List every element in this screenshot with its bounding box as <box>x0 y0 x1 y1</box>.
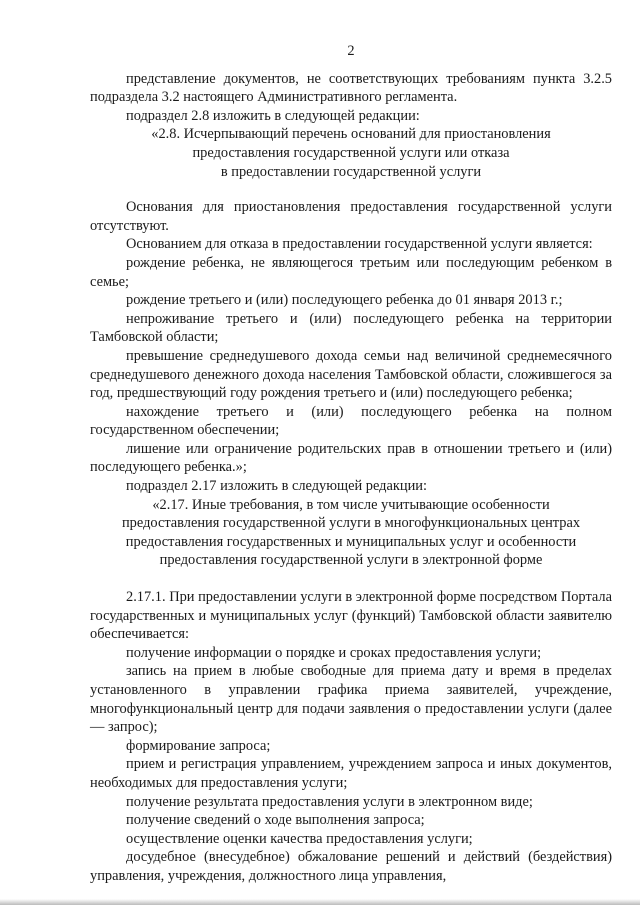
list-item: рождение третьего и (или) последующего ребенка до 01 января 2013 г.; <box>126 292 563 309</box>
heading-line: предоставления государственной услуги в многофункциональных центрах <box>121 515 581 532</box>
paragraph: Основанием для отказа в предоставлении государственной услуги является: <box>126 236 593 253</box>
list-item: непроживание третьего и (или) последующего ребенка на территории Тамбовской области; <box>90 310 612 346</box>
list-item: запись на прием в любые свободные для приема дату и время в пределах установленного в управлении графика приема заявителей, учреждение, многофункциональный центр для подачи заявления о предоставлении услуги (далее — запрос); <box>90 663 612 736</box>
list-item: рождение ребенка, не являющегося третьим или последующим ребенком в семье; <box>90 254 612 290</box>
list-item: лишение или ограничение родительских прав в отношении третьего и (или) последующего ребенка.»; <box>90 440 612 476</box>
paragraph: 2.17.1. При предоставлении услуги в электронной форме посредством Портала государственных и муниципальных услуг (функций) Тамбовской области заявителю обеспечивается: <box>90 589 612 643</box>
paragraph: Основания для приостановления предоставления государственной услуги отсутствуют. <box>90 199 612 234</box>
paragraph: подраздел 2.8 изложить в следующей редакции: <box>126 107 420 124</box>
page-number: 2 <box>347 43 355 59</box>
list-item: превышение среднедушевого дохода семьи над величиной среднемесячного среднедушевого денежного дохода населения Тамбовской области, сложившегося за год, предшествующий году рождения третьего и (или) последующего ребенка; <box>90 347 612 402</box>
paragraph: представление документов, не соответствующих требованиям пункта 3.2.5 подраздела 3.2 настоящего Административного регламента. <box>90 70 612 106</box>
list-item: осуществление оценки качества предоставления услуги; <box>126 830 473 847</box>
list-item: прием и регистрация управлением, учреждением запроса и иных документов, необходимых для предоставления услуги; <box>90 756 612 791</box>
heading-line: предоставления государственной услуги в электронной форме <box>159 552 543 569</box>
section-heading-2-17 <box>90 496 612 570</box>
list-item: получение сведений о ходе выполнения запроса; <box>126 812 425 829</box>
section-heading-2-8 <box>90 125 612 181</box>
heading-line: «2.17. Иные требования, в том числе учитывающие особенности <box>152 496 550 513</box>
list-item: досудебное (внесудебное) обжалование решений и действий (бездействия) управления, учреждения, должностного лица управления, <box>90 849 612 884</box>
list-item: получение информации о порядке и сроках предоставления услуги; <box>126 644 542 661</box>
paragraph: подраздел 2.17 изложить в следующей редакции: <box>126 478 427 495</box>
heading-line: предоставления государственных и муниципальных услуг и особенности <box>125 533 577 550</box>
heading-line: в предоставлении государственной услуги <box>220 163 482 180</box>
list-item: нахождение третьего и (или) последующего ребенка на полном государственном обеспечении; <box>90 403 612 439</box>
list-item: получение результата предоставления услуги в электронном виде; <box>126 793 533 810</box>
scan-bottom-edge <box>0 899 640 905</box>
heading-line: «2.8. Исчерпывающий перечень оснований для приостановления <box>151 126 551 143</box>
list-item: формирование запроса; <box>126 737 271 754</box>
heading-line: предоставления государственной услуги или отказа <box>192 144 510 161</box>
